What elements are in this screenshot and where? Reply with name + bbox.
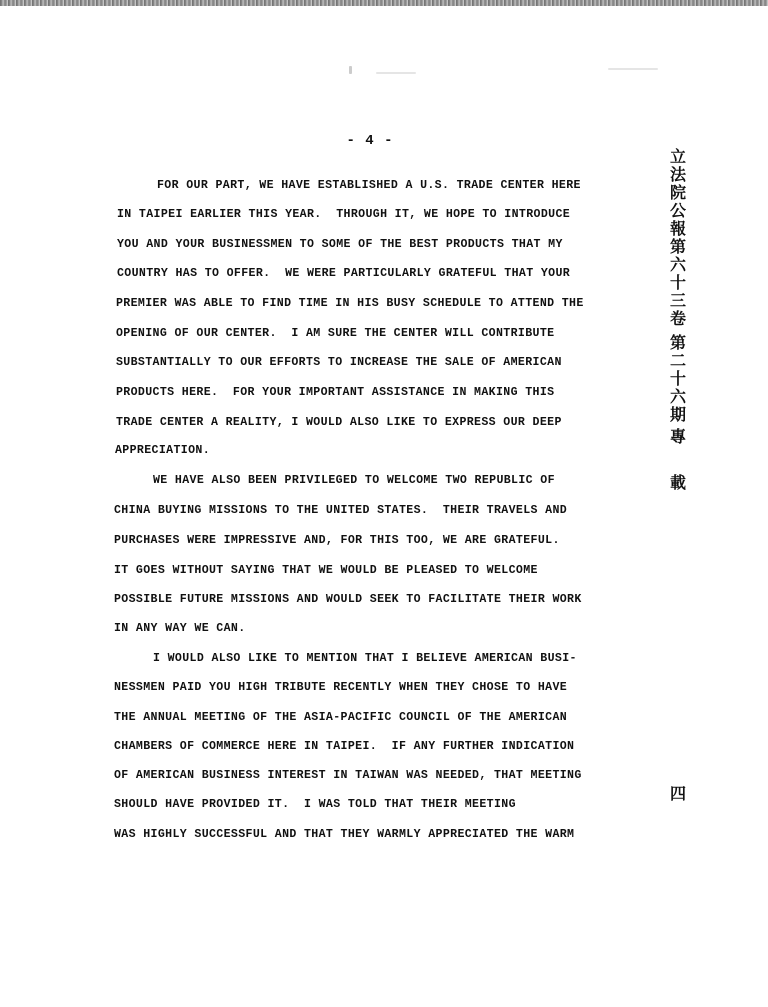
volume-label (666, 238, 690, 328)
margin-character: 六 (669, 387, 686, 406)
scan-speck (376, 72, 416, 74)
margin-character: 立 (669, 147, 686, 166)
scan-speck (608, 68, 658, 70)
body-line: TRADE CENTER A REALITY, I WOULD ALSO LIKE TO EXPRESS OUR DEEP (116, 416, 562, 429)
body-line: CHINA BUYING MISSIONS TO THE UNITED STATES. THEIR TRAVELS AND (114, 504, 568, 517)
page-number: - 4 - (346, 133, 394, 149)
body-line: I WOULD ALSO LIKE TO MENTION THAT I BELIEVE AMERICAN BUSI- (153, 652, 577, 665)
body-line: SUBSTANTIALLY TO OUR EFFORTS TO INCREASE THE SALE OF AMERICAN (116, 356, 562, 369)
gazette-title (666, 148, 690, 238)
body-line: OF AMERICAN BUSINESS INTEREST IN TAIWAN WAS NEEDED, THAT MEETING (114, 769, 582, 782)
section-label-2 (666, 474, 690, 492)
section-label (666, 428, 690, 446)
margin-character: 四 (669, 784, 686, 803)
margin-page-number (666, 785, 690, 803)
body-line: THE ANNUAL MEETING OF THE ASIA-PACIFIC COUNCIL OF THE AMERICAN (114, 711, 568, 724)
margin-character: 第 (669, 237, 686, 256)
issue-label (666, 334, 690, 424)
scan-top-edge (0, 0, 768, 6)
body-line: PRODUCTS HERE. FOR YOUR IMPORTANT ASSISTANCE IN MAKING THIS (116, 386, 555, 399)
margin-character: 十 (669, 273, 686, 292)
body-line: PURCHASES WERE IMPRESSIVE AND, FOR THIS TOO, WE ARE GRATEFUL. (114, 534, 560, 547)
margin-character: 報 (669, 219, 686, 238)
margin-character: 公 (669, 201, 686, 220)
body-line: SHOULD HAVE PROVIDED IT. I WAS TOLD THAT THEIR MEETING (114, 798, 516, 811)
body-line: CHAMBERS OF COMMERCE HERE IN TAIPEI. IF ANY FURTHER INDICATION (114, 740, 575, 753)
body-line: NESSMEN PAID YOU HIGH TRIBUTE RECENTLY WHEN THEY CHOSE TO HAVE (114, 681, 568, 694)
body-line: WE HAVE ALSO BEEN PRIVILEGED TO WELCOME TWO REPUBLIC OF (153, 474, 555, 487)
body-line: IT GOES WITHOUT SAYING THAT WE WOULD BE PLEASED TO WELCOME (114, 564, 538, 577)
body-line: IN TAIPEI EARLIER THIS YEAR. THROUGH IT, WE HOPE TO INTRODUCE (117, 208, 571, 221)
body-line: APPRECIATION. (115, 444, 210, 457)
margin-character: 專 (669, 427, 686, 446)
margin-character: 卷 (669, 309, 686, 328)
scan-speck (349, 66, 352, 74)
body-line: OPENING OF OUR CENTER. I AM SURE THE CENTER WILL CONTRIBUTE (116, 327, 555, 340)
body-line: WAS HIGHLY SUCCESSFUL AND THAT THEY WARMLY APPRECIATED THE WARM (114, 828, 575, 841)
body-line: YOU AND YOUR BUSINESSMEN TO SOME OF THE BEST PRODUCTS THAT MY (117, 238, 563, 251)
body-line: POSSIBLE FUTURE MISSIONS AND WOULD SEEK TO FACILITATE THEIR WORK (114, 593, 582, 606)
margin-character: 第 (669, 333, 686, 352)
margin-character: 院 (669, 183, 686, 202)
margin-character: 載 (669, 473, 686, 492)
body-line: COUNTRY HAS TO OFFER. WE WERE PARTICULARLY GRATEFUL THAT YOUR (117, 267, 571, 280)
margin-character: 期 (669, 405, 686, 424)
margin-character: 六 (669, 255, 686, 274)
body-line: PREMIER WAS ABLE TO FIND TIME IN HIS BUSY SCHEDULE TO ATTEND THE (116, 297, 584, 310)
body-line: FOR OUR PART, WE HAVE ESTABLISHED A U.S. TRADE CENTER HERE (157, 179, 581, 192)
margin-character: 法 (669, 165, 686, 184)
margin-character: 二 (669, 351, 686, 370)
body-line: IN ANY WAY WE CAN. (114, 622, 246, 635)
margin-character: 三 (669, 291, 686, 310)
margin-character: 十 (669, 369, 686, 388)
